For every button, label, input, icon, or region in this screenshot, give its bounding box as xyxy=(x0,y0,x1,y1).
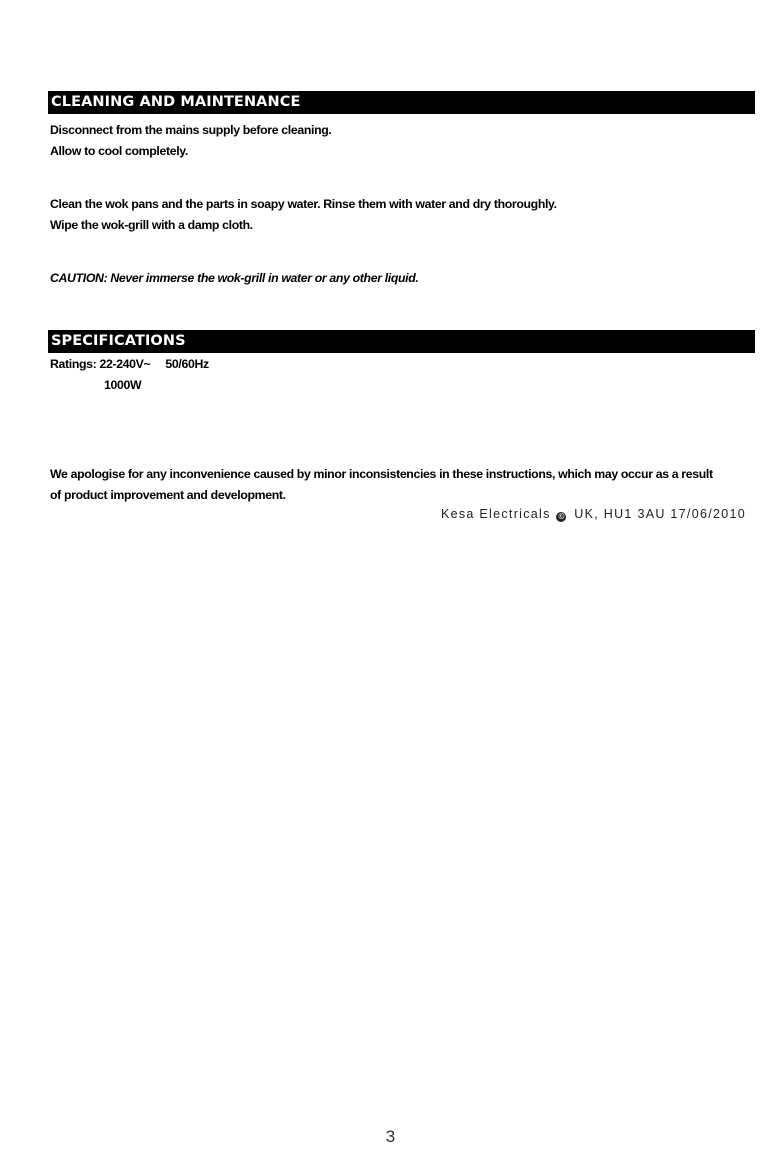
cleaning-instruction-disconnect: Disconnect from the mains supply before cleaning. xyxy=(50,123,332,137)
footer-address: UK, HU1 3AU 17/06/2010 xyxy=(574,507,746,521)
cleaning-instruction-wash: Clean the wok pans and the parts in soapy water. Rinse them with water and dry thoroughly. xyxy=(50,197,557,211)
cleaning-instruction-wipe: Wipe the wok-grill with a damp cloth. xyxy=(50,218,253,232)
cleaning-section-heading: CLEANING AND MAINTENANCE xyxy=(48,91,755,114)
ratings-label: Ratings: xyxy=(50,357,97,371)
cleaning-instruction-cool: Allow to cool completely. xyxy=(50,144,188,158)
caution-text: Never immerse the wok-grill in water or any other liquid. xyxy=(110,271,419,285)
caution-label: CAUTION: xyxy=(50,271,108,285)
specifications-section-heading: SPECIFICATIONS xyxy=(48,330,755,353)
page-number: 3 xyxy=(385,1127,396,1146)
copyright-icon: © xyxy=(556,512,566,522)
ratings-line xyxy=(50,357,209,371)
ratings-power: 1000W xyxy=(104,378,142,392)
ratings-voltage: 22-240V~ xyxy=(99,357,151,371)
disclaimer-line-1: We apologise for any inconvenience caused by minor inconsistencies in these instructions, which may occur as a result xyxy=(50,467,713,481)
footer-company: Kesa Electricals xyxy=(440,507,551,521)
ratings-frequency: 50/60Hz xyxy=(165,357,209,371)
disclaimer-line-2: of product improvement and development. xyxy=(50,488,286,502)
footer-reference xyxy=(441,507,746,522)
caution-note xyxy=(50,271,418,285)
